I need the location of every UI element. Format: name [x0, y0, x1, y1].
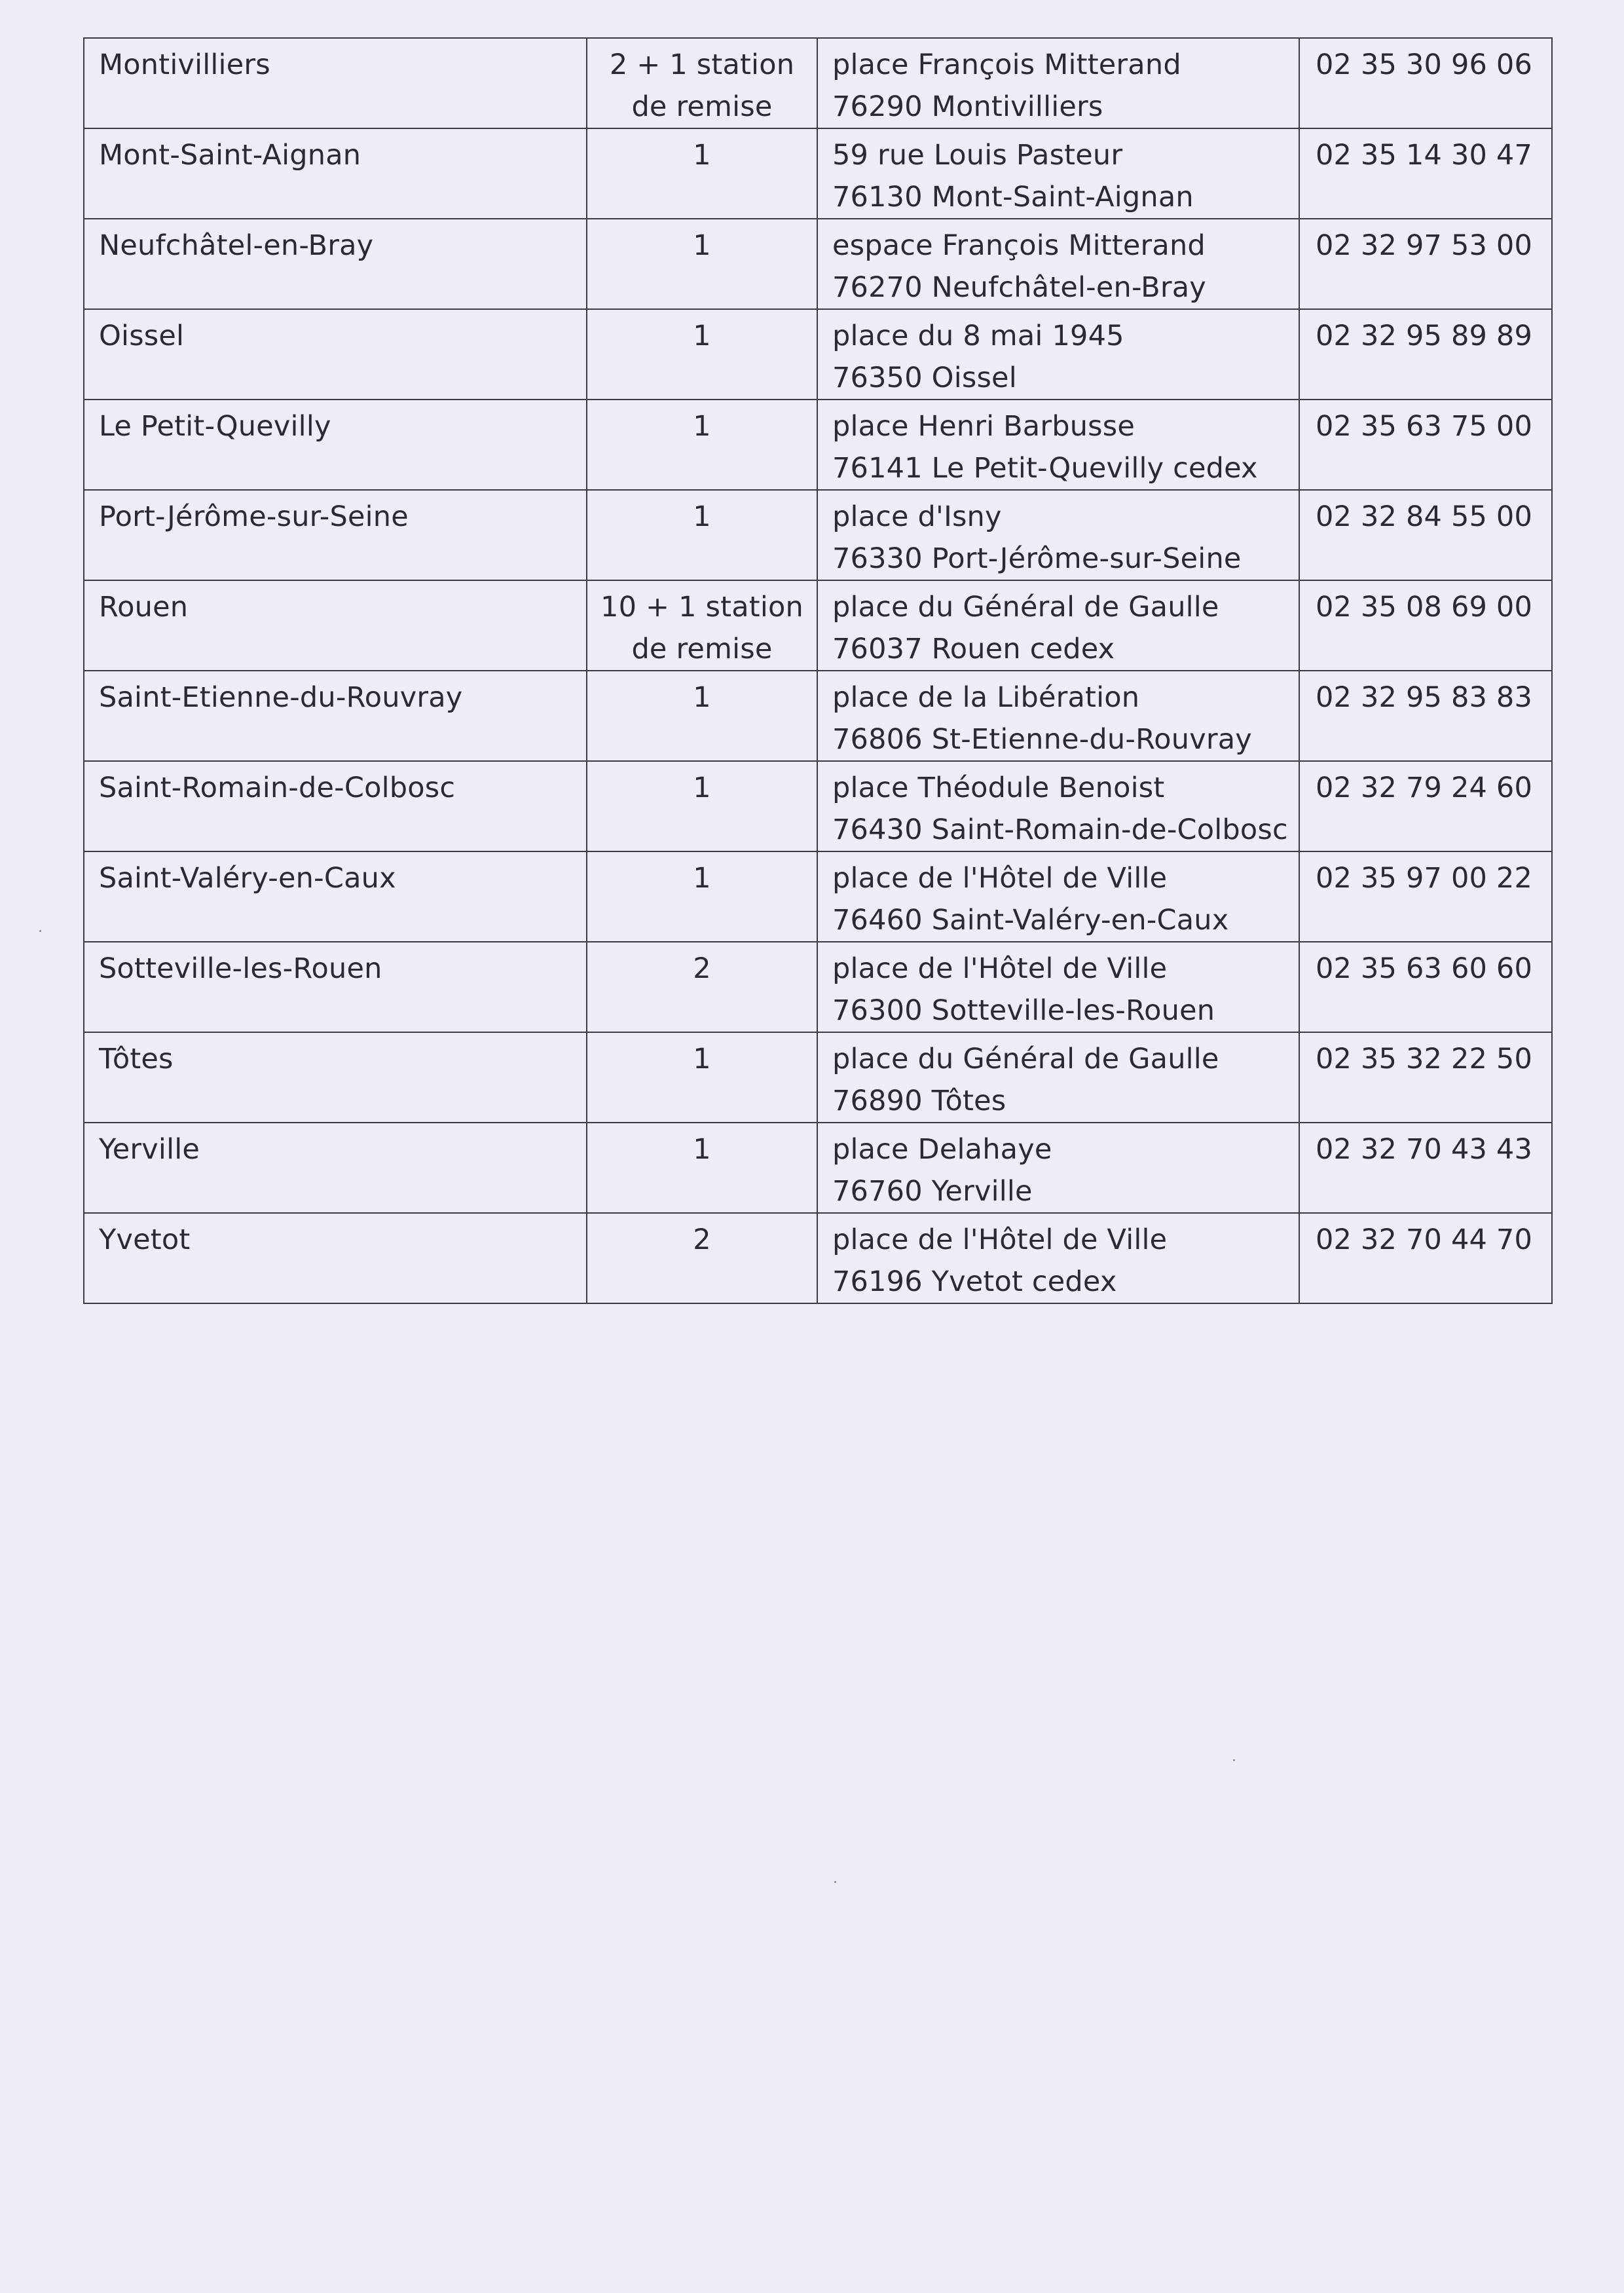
station-count-cell: [587, 490, 817, 580]
station-count-line: 1: [693, 772, 711, 804]
address-line: 76330 Port-Jérôme-sur-Seine: [832, 542, 1242, 575]
station-count-line: 2 + 1 station: [609, 48, 795, 81]
table-row: [84, 219, 1552, 309]
table-row: [84, 38, 1552, 128]
city-cell: Mont-Saint-Aignan: [84, 128, 587, 219]
city-cell: Rouen: [84, 580, 587, 671]
scan-speck: [39, 930, 41, 932]
address-cell: [817, 942, 1299, 1032]
address-cell: [817, 671, 1299, 761]
scan-speck: [1233, 1759, 1235, 1761]
station-count-cell: [587, 38, 817, 128]
phone-cell: 02 35 32 22 50: [1299, 1032, 1552, 1123]
phone-cell: 02 35 63 75 00: [1299, 400, 1552, 490]
address-line: 76130 Mont-Saint-Aignan: [832, 181, 1194, 214]
address-line: 76430 Saint-Romain-de-Colbosc: [832, 813, 1288, 846]
address-line: 76300 Sotteville-les-Rouen: [832, 994, 1215, 1027]
phone-cell: 02 35 08 69 00: [1299, 580, 1552, 671]
city-cell: Saint-Romain-de-Colbosc: [84, 761, 587, 851]
station-count-cell: [587, 761, 817, 851]
station-count-cell: [587, 219, 817, 309]
table-row: [84, 942, 1552, 1032]
city-cell: Saint-Valéry-en-Caux: [84, 851, 587, 942]
address-line: place Henri Barbusse: [832, 410, 1135, 443]
table-row: [84, 128, 1552, 219]
phone-cell: 02 35 14 30 47: [1299, 128, 1552, 219]
station-count-line: 1: [693, 862, 711, 895]
address-cell: [817, 1032, 1299, 1123]
address-line: place Delahaye: [832, 1133, 1052, 1166]
address-line: place du 8 mai 1945: [832, 320, 1124, 352]
station-count-line: 10 + 1 station: [600, 591, 803, 624]
table-row: [84, 1213, 1552, 1303]
address-cell: [817, 851, 1299, 942]
city-cell: Yvetot: [84, 1213, 587, 1303]
table-row: [84, 309, 1552, 400]
address-line: place de l'Hôtel de Ville: [832, 1223, 1168, 1256]
station-count-line: 1: [693, 1133, 711, 1166]
phone-cell: 02 32 97 53 00: [1299, 219, 1552, 309]
address-line: place du Général de Gaulle: [832, 1043, 1219, 1075]
station-count-line: 1: [693, 500, 711, 533]
city-cell: Neufchâtel-en-Bray: [84, 219, 587, 309]
city-cell: Port-Jérôme-sur-Seine: [84, 490, 587, 580]
station-count-line: 1: [693, 139, 711, 172]
address-line: 76141 Le Petit-Quevilly cedex: [832, 452, 1258, 485]
station-count-cell: [587, 851, 817, 942]
address-line: place du Général de Gaulle: [832, 591, 1219, 624]
station-count-cell: [587, 1032, 817, 1123]
station-count-cell: [587, 1213, 817, 1303]
city-cell: Montivilliers: [84, 38, 587, 128]
address-cell: [817, 490, 1299, 580]
address-cell: [817, 1123, 1299, 1213]
address-line: place François Mitterand: [832, 48, 1181, 81]
phone-cell: 02 32 84 55 00: [1299, 490, 1552, 580]
address-cell: [817, 761, 1299, 851]
table-row: [84, 1123, 1552, 1213]
phone-cell: 02 32 70 44 70: [1299, 1213, 1552, 1303]
table-row: [84, 580, 1552, 671]
station-count-line: 1: [693, 681, 711, 714]
city-cell: Yerville: [84, 1123, 587, 1213]
phone-cell: 02 35 63 60 60: [1299, 942, 1552, 1032]
phone-cell: 02 32 95 83 83: [1299, 671, 1552, 761]
address-line: place Théodule Benoist: [832, 772, 1165, 804]
address-cell: [817, 580, 1299, 671]
address-line: 76350 Oissel: [832, 362, 1017, 394]
station-count-line: 2: [693, 1223, 711, 1256]
table-row: [84, 761, 1552, 851]
city-cell: Oissel: [84, 309, 587, 400]
address-line: place d'Isny: [832, 500, 1002, 533]
address-line: 59 rue Louis Pasteur: [832, 139, 1123, 172]
table-row: [84, 851, 1552, 942]
table-row: [84, 1032, 1552, 1123]
address-line: 76290 Montivilliers: [832, 90, 1103, 123]
address-line: espace François Mitterand: [832, 229, 1206, 262]
station-count-line: de remise: [631, 633, 773, 665]
address-cell: [817, 309, 1299, 400]
address-line: 76760 Yerville: [832, 1175, 1033, 1208]
table-row: [84, 490, 1552, 580]
station-count-cell: [587, 128, 817, 219]
phone-cell: 02 32 95 89 89: [1299, 309, 1552, 400]
address-line: place de l'Hôtel de Ville: [832, 862, 1168, 895]
station-count-cell: [587, 671, 817, 761]
address-cell: [817, 128, 1299, 219]
phone-cell: 02 35 97 00 22: [1299, 851, 1552, 942]
address-cell: [817, 1213, 1299, 1303]
station-count-cell: [587, 309, 817, 400]
address-line: 76890 Tôtes: [832, 1085, 1006, 1117]
station-count-line: 1: [693, 1043, 711, 1075]
phone-cell: 02 35 30 96 06: [1299, 38, 1552, 128]
station-count-line: 1: [693, 229, 711, 262]
address-line: 76037 Rouen cedex: [832, 633, 1115, 665]
station-count-line: 2: [693, 952, 711, 985]
station-count-cell: [587, 1123, 817, 1213]
station-count-cell: [587, 400, 817, 490]
station-count-line: 1: [693, 320, 711, 352]
town-hall-directory-table: [83, 37, 1553, 1304]
address-line: 76270 Neufchâtel-en-Bray: [832, 271, 1206, 304]
address-line: place de la Libération: [832, 681, 1140, 714]
table-row: [84, 671, 1552, 761]
table-row: [84, 400, 1552, 490]
scan-speck: [834, 1881, 836, 1883]
station-count-cell: [587, 942, 817, 1032]
city-cell: Tôtes: [84, 1032, 587, 1123]
address-cell: [817, 219, 1299, 309]
phone-cell: 02 32 79 24 60: [1299, 761, 1552, 851]
station-count-line: 1: [693, 410, 711, 443]
city-cell: Saint-Etienne-du-Rouvray: [84, 671, 587, 761]
address-line: 76806 St-Etienne-du-Rouvray: [832, 723, 1252, 756]
directory-rows: [84, 38, 1552, 1303]
city-cell: Sotteville-les-Rouen: [84, 942, 587, 1032]
address-cell: [817, 400, 1299, 490]
address-line: 76460 Saint-Valéry-en-Caux: [832, 904, 1229, 937]
address-cell: [817, 38, 1299, 128]
phone-cell: 02 32 70 43 43: [1299, 1123, 1552, 1213]
address-line: 76196 Yvetot cedex: [832, 1265, 1117, 1298]
address-line: place de l'Hôtel de Ville: [832, 952, 1168, 985]
city-cell: Le Petit-Quevilly: [84, 400, 587, 490]
station-count-line: de remise: [631, 90, 773, 123]
station-count-cell: [587, 580, 817, 671]
